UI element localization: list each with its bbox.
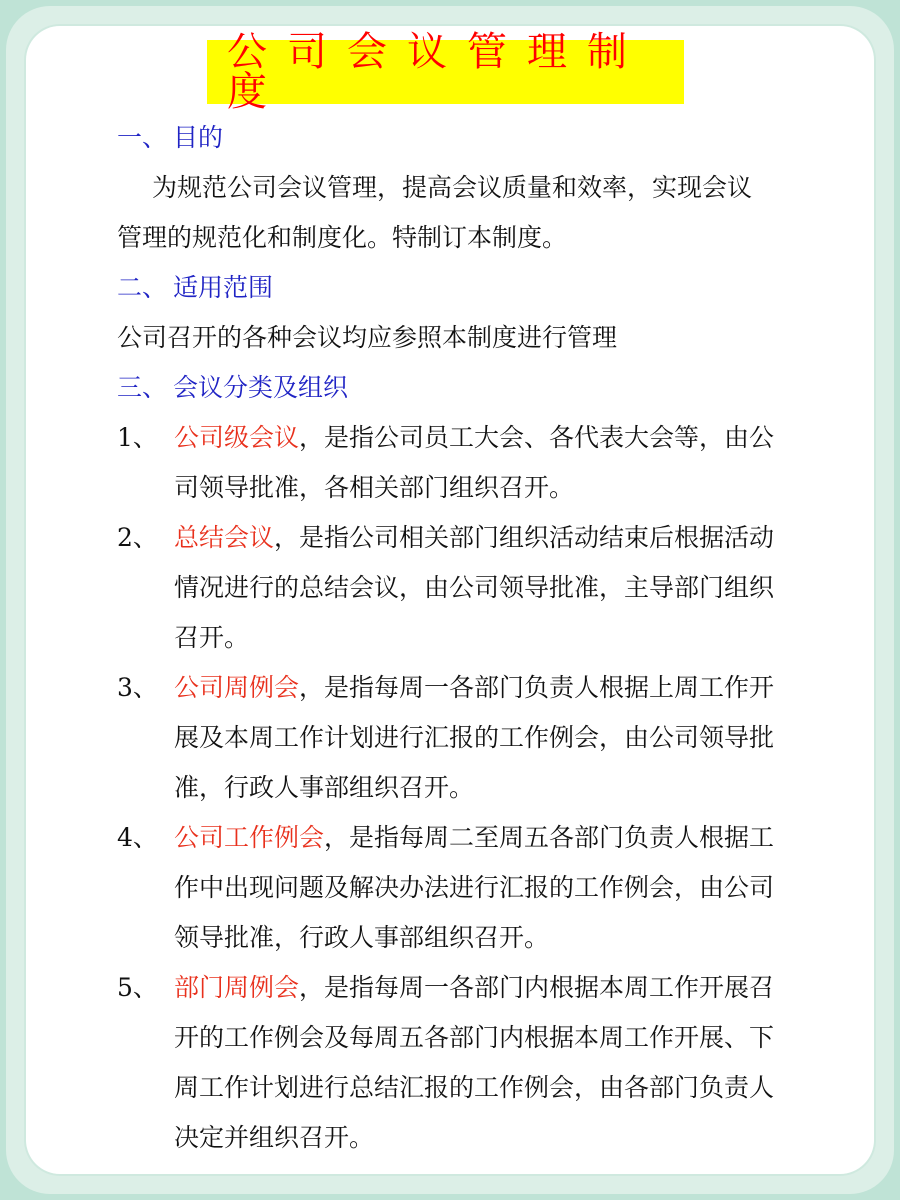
- list-item-line: 司领导批准，各相关部门组织召开。: [174, 473, 575, 502]
- meeting-type-name: 公司周例会: [174, 673, 300, 702]
- list-item-number: 1、: [117, 423, 158, 452]
- section-heading-classification: [117, 372, 348, 404]
- section-heading-scope: [117, 272, 273, 304]
- list-item-line: 开的工作例会及每周五各部门内根据本周工作开展、下: [174, 1023, 775, 1052]
- meeting-type-name: 总结会议: [174, 523, 275, 552]
- list-item-number: 3、: [117, 673, 158, 702]
- section-number: 二、: [117, 273, 168, 302]
- section-title: 适用范围: [173, 273, 274, 302]
- list-item-line: 作中出现问题及解决办法进行汇报的工作例会，由公司: [174, 873, 775, 902]
- section-title: 目的: [173, 123, 224, 152]
- list-item-first-line: 部门周例会，是指每周一各部门内根据本周工作开展召: [174, 973, 775, 1002]
- list-item-line: 准，行政人事部组织召开。: [174, 773, 475, 802]
- section-title: 会议分类及组织: [173, 373, 349, 402]
- list-item-line: 召开。: [174, 623, 250, 652]
- list-item-line: 展及本周工作计划进行汇报的工作例会，由公司领导批: [174, 723, 775, 752]
- section-heading-purpose: [117, 122, 223, 154]
- list-item-line: 周工作计划进行总结汇报的工作例会，由各部门负责人: [174, 1073, 775, 1102]
- list-item-number: 4、: [117, 823, 158, 852]
- list-item-line: 领导批准，行政人事部组织召开。: [174, 923, 550, 952]
- section-number: 一、: [117, 123, 168, 152]
- paragraph-line: 为规范公司会议管理，提高会议质量和效率，实现会议: [152, 173, 753, 202]
- title-banner: [207, 29, 684, 115]
- list-item-first-line: 公司周例会，是指每周一各部门负责人根据上周工作开: [174, 673, 775, 702]
- list-item-line: 决定并组织召开。: [174, 1123, 375, 1152]
- list-item-first-line: 公司工作例会，是指每周二至周五各部门负责人根据工: [174, 823, 775, 852]
- list-item-first-line: 总结会议，是指公司相关部门组织活动结束后根据活动: [174, 523, 775, 552]
- paragraph-line: 公司召开的各种会议均应参照本制度进行管理: [117, 323, 618, 352]
- paragraph-line: 管理的规范化和制度化。特制订本制度。: [117, 223, 568, 252]
- meeting-type-name: 公司工作例会: [174, 823, 325, 852]
- page-title: 公司会议管理制度: [227, 29, 647, 115]
- meeting-type-name: 部门周例会: [174, 973, 300, 1002]
- list-item-line: 情况进行的总结会议，由公司领导批准，主导部门组织: [174, 573, 775, 602]
- list-item-number: 5、: [117, 973, 158, 1002]
- list-item-number: 2、: [117, 523, 158, 552]
- meeting-type-name: 公司级会议: [174, 423, 300, 452]
- list-item-first-line: 公司级会议，是指公司员工大会、各代表大会等，由公: [174, 423, 775, 452]
- section-number: 三、: [117, 373, 168, 402]
